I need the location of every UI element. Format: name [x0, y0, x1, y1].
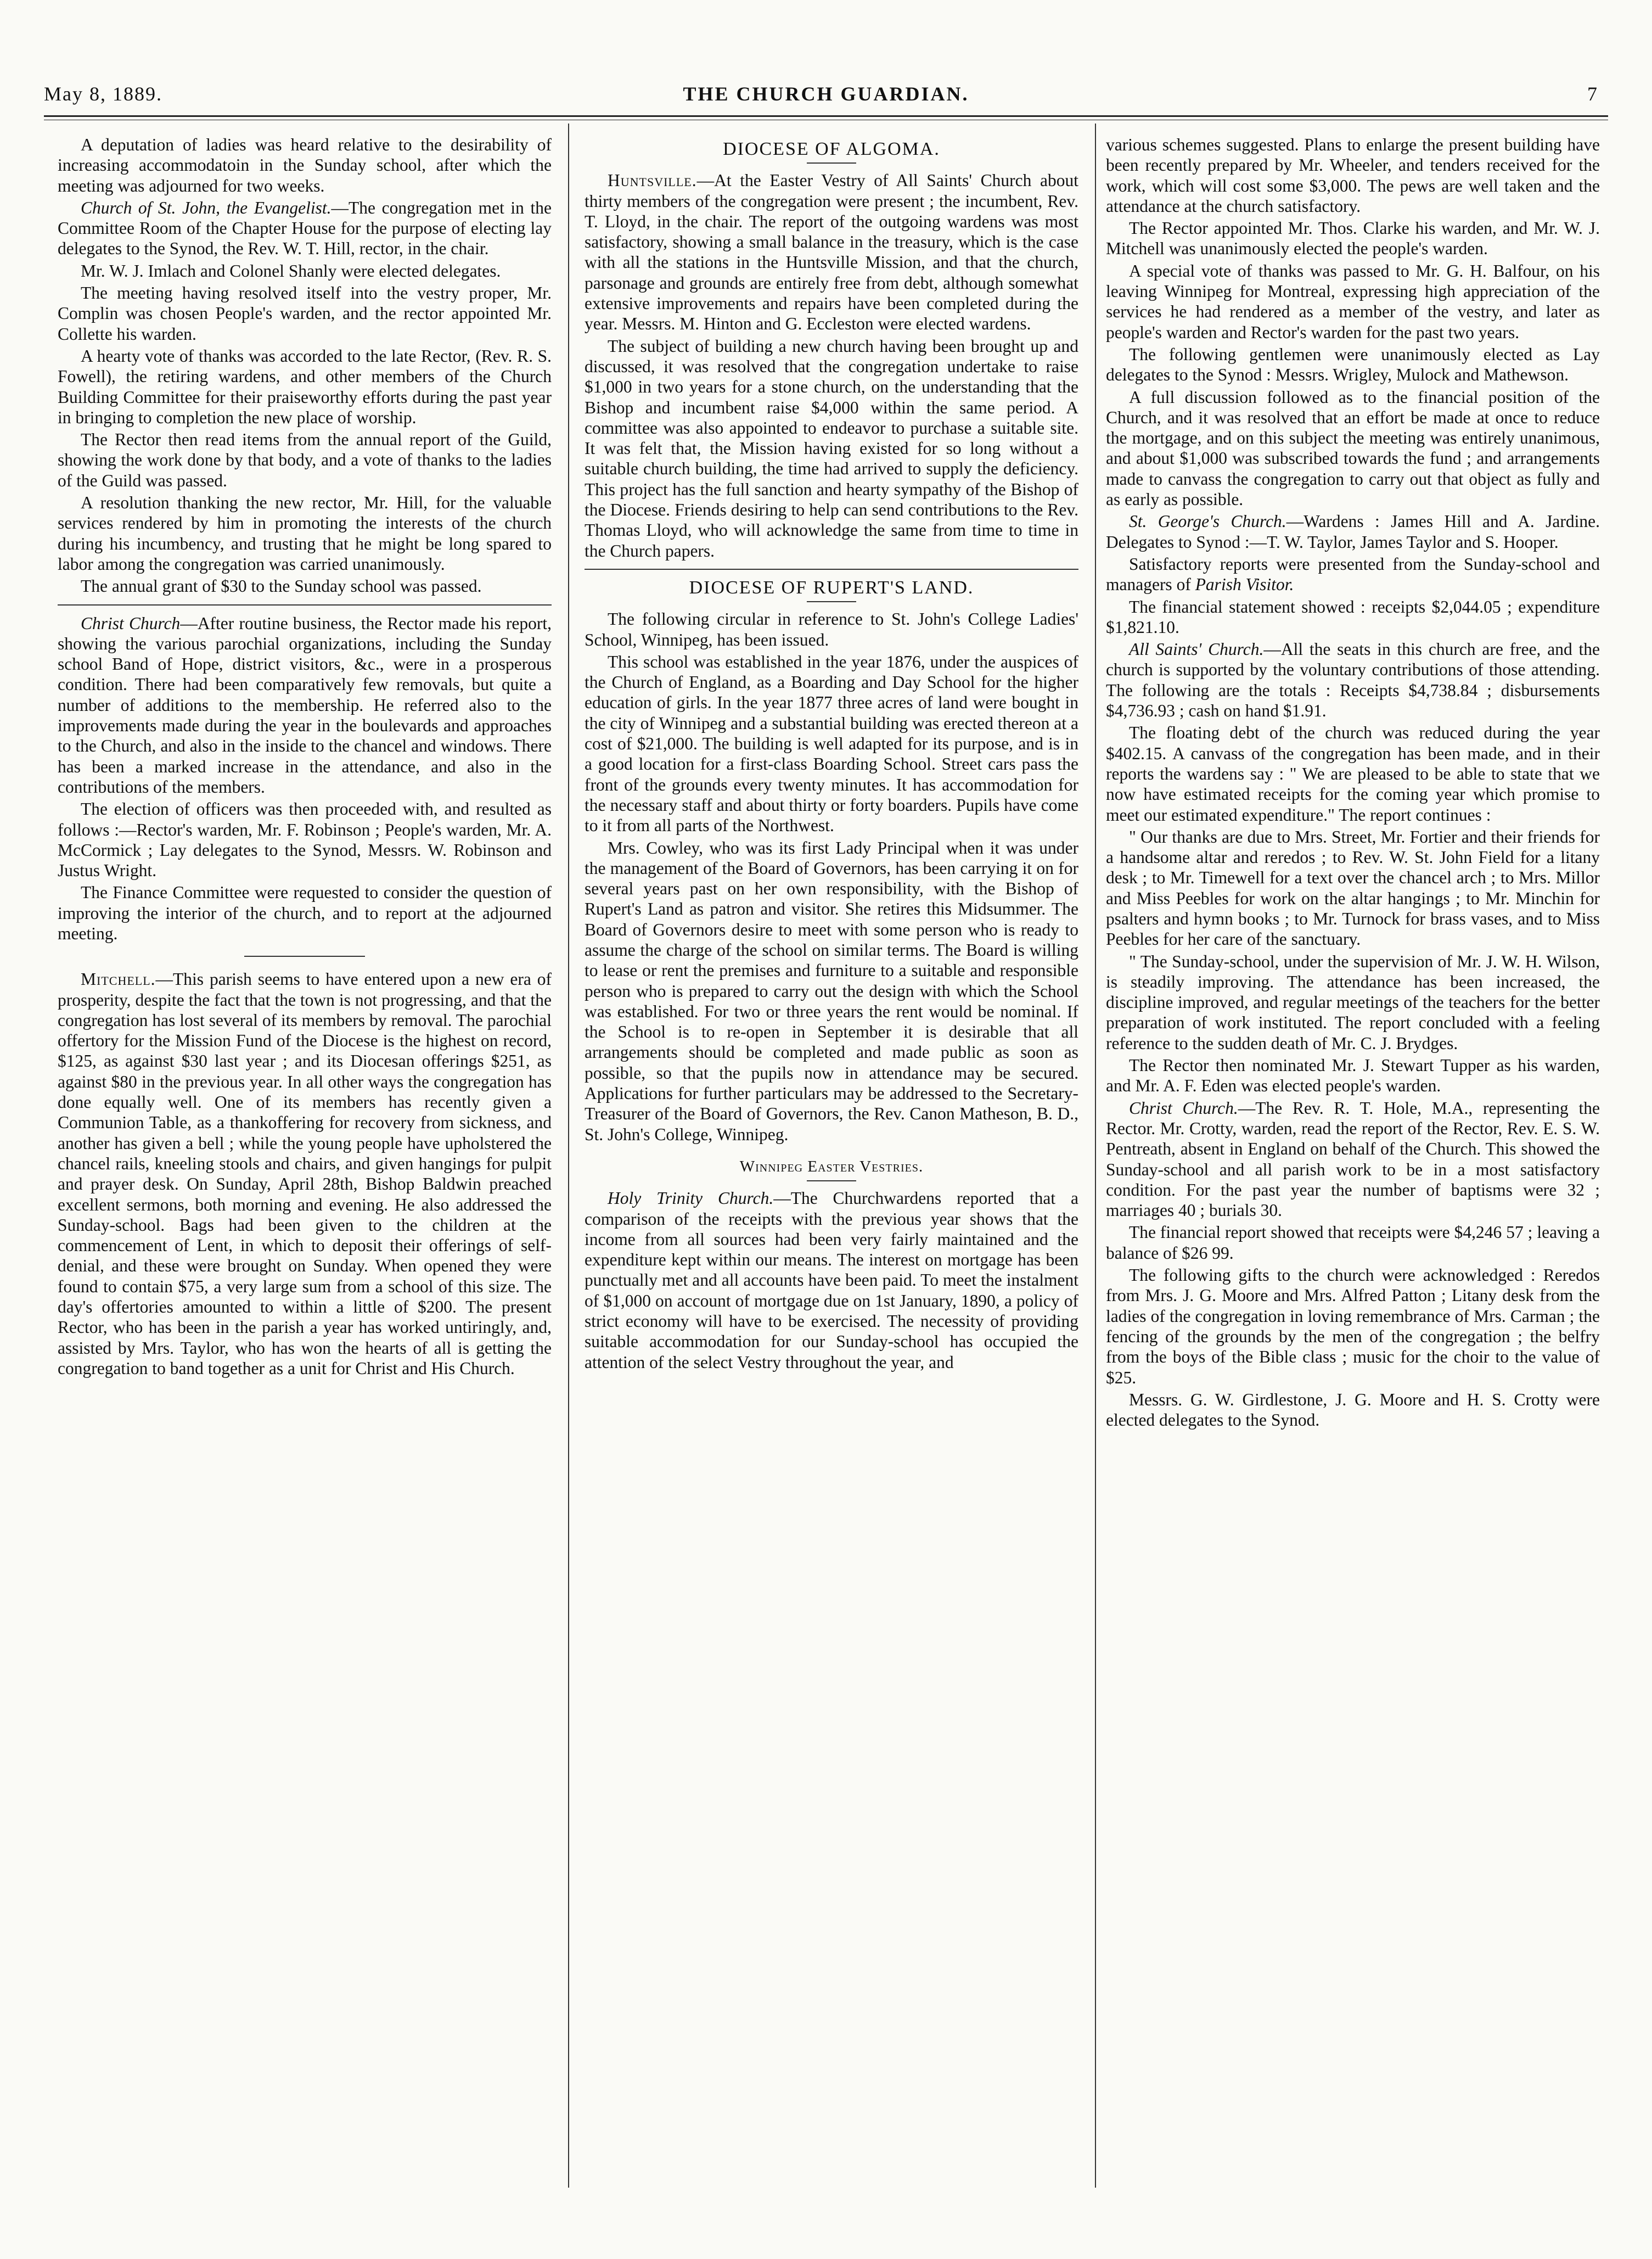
section-heading: DIOCESE OF RUPERT'S LAND. — [689, 577, 974, 598]
paragraph — [1106, 511, 1600, 552]
paragraph: This school was established in the year 1876, under the auspices of the Church of England, as a Boarding and Day School for the higher education of girls. In the year 1877 three acres of land were bought in the city of Winnipeg and a substantial building was erected thereon at a cost of $21,000. The building is well adapted for its purpose, and is in a good location for a first-class Boarding School. Street cars pass the front of the grounds every twenty minutes. It has accommodation for the necessary staff and about thirty or forty boarders. Pupils have come to it from all parts of the Northwest. — [585, 652, 1078, 836]
paragraph — [585, 1188, 1078, 1372]
paragraph — [58, 198, 552, 259]
paragraph-lead: Mitchell. — [81, 969, 156, 989]
paragraph-text: —The Churchwardens reported that a comparison of the receipts with the previous year shows that the income from all sources had been very fairly maintained and the expenditure kept within our means. The interest on mortgage has been punctually met and all accounts have been paid. To meet the instalment of $1,000 on account of mortgage due on 1st January, 1890, a policy of strict economy will have to be exercised. The necessity of providing suitable accommodation for our Sunday-school has occupied the attention of the select Vestry throughout the year, and — [585, 1189, 1078, 1372]
paragraph: The financial report showed that receipts were $4,246 57 ; leaving a balance of $26 99. — [1106, 1223, 1600, 1263]
paragraph — [58, 969, 552, 1378]
paragraph-text: —This parish seems to have entered upon a new era of prosperity, despite the fact that the town is not progressing, and that the congregation has lost several of its members by removal. The parochial offertory for the Mission Fund of the Diocese is the highest on record, $125, as against $30 last year ; and its Diocesan offerings $251, as against $80 in the previous year. In all other ways the congregation has done equally well. One of its members has recently given a Communion Table, as a thankoffering for recovery from sickness, and another has given a bell ; while the young people have upholstered the chancel rails, kneeling stools and chairs, and given hangings for pulpit and prayer desk. On Sunday, April 28th, Bishop Baldwin preached excellent sermons, both morning and evening. He also addressed the Sunday-school. Bags had been given to the children at the commencement of Lent, in which to deposit their offerings of self-denial, and these were brought on Sunday. When opened they were found to contain $75, a very large sum from a school of this size. The day's offertories amounted to within a little of $200. The present Rector, who has been in the parish a year has worked untiringly, and, assisted by Mrs. Taylor, who has won the hearts of all is getting the congregation to band together as a unit for Christ and His Church. — [58, 969, 552, 1378]
paragraph-text: —At the Easter Vestry of All Saints' Church about thirty members of the congregation were present ; the incumbent, Rev. T. Lloyd, in the chair. The report of the outgoing wardens was most satisfactory, showing a small balance in the treasury, which is the case with all the stations in the Huntsville Mission, and that the church, parsonage and grounds are entirely free from debt, although somewhat extensive improvements and repairs have been completed during the year. Messrs. M. Hinton and G. Eccleston were elected wardens. — [585, 171, 1078, 334]
paragraph-text: —The congregation met in the Committee Room of the Chapter House for the purpose of electing lay delegates to the Synod, the Rev. W. T. Hill, rector, in the chair. — [58, 198, 552, 259]
paragraph-lead: Huntsville. — [608, 171, 697, 190]
paragraph-lead: Church of St. John, the Evangelist. — [81, 198, 331, 217]
column-divider — [568, 124, 569, 2188]
paragraph: The following gentlemen were unanimously elected as Lay delegates to the Synod : Messrs. Wrigley, Mulock and Mathewson. — [1106, 344, 1600, 385]
paragraph: Mr. W. J. Imlach and Colonel Shanly were elected delegates. — [81, 261, 501, 281]
page-number: 7 — [1587, 83, 1597, 105]
paragraph-lead: All Saints' Church. — [1129, 640, 1264, 659]
paragraph-lead: Christ Church. — [1129, 1098, 1238, 1118]
masthead-title: THE CHURCH GUARDIAN. — [683, 83, 969, 105]
paragraph-text: Satisfactory reports were presented from the Sunday-school and managers of — [1106, 554, 1600, 595]
heading-rule — [807, 162, 856, 164]
paragraph: The annual grant of $30 to the Sunday school was passed. — [81, 576, 482, 596]
paragraph-lead: St. George's Church. — [1129, 512, 1286, 531]
paragraph-lead: Holy Trinity Church. — [608, 1189, 774, 1208]
paragraph-lead: Christ Church — [81, 613, 181, 633]
subsection-heading: Winnipeg Easter Vestries. — [739, 1157, 924, 1175]
column-divider — [1095, 124, 1096, 2188]
paragraph — [1106, 1098, 1600, 1221]
paragraph: Mrs. Cowley, who was its first Lady Principal when it was under the management of the Board of Governors, has been carrying it on for several years past on her own responsibility, with the Bishop of Rupert's Land as patron and visitor. She retires this Midsummer. The Board of Governors desire to meet with some person who is ready to assume the charge of the school on similar terms. The Board is willing to lease or rent the premises and furniture to a suitable and responsible person who is prepared to carry out the design with which the School was established. For two or three years the rent would be nominal. If the School is to re-open in September it is desirable that all arrangements should be completed and made public as soon as possible, so that the pupils now in attendance may be secured. Applications for further particulars may be addressed to the Secretary-Treasurer of the Board of Governors, the Rev. Canon Matheson, B. D., St. John's College, Winnipeg. — [585, 838, 1078, 1144]
issue-date: May 8, 1889. — [44, 83, 162, 105]
paragraph: A hearty vote of thanks was accorded to the late Rector, (Rev. R. S. Fowell), the retiring wardens, and other members of the Church Building Committee for their praiseworthy efforts during the past year in bringing to completion the new place of worship. — [58, 346, 552, 427]
paragraph: The election of officers was then proceeded with, and resulted as follows :—Rector's warden, Mr. F. Robinson ; People's warden, Mr. A. McCormick ; Lay delegates to the Synod, Messrs. W. Robinson and Justus Wright. — [58, 799, 552, 881]
paragraph: A resolution thanking the new rector, Mr. Hill, for the valuable services rendered by him in promoting the interests of the church during his incumbency, and trusting that he might be long spared to labor among the congregation was carried unanimously. — [58, 493, 552, 574]
column-1 — [58, 134, 552, 2199]
paragraph: The following gifts to the church were acknowledged : Reredos from Mrs. J. G. Moore and Mrs. Alfred Patton ; Litany desk from the ladies of the congregation in loving remembrance of Mrs. Carman ; the fencing of the grounds by the men of the congregation ; the belfry from the boys of the Bible class ; music for the choir to the value of $25. — [1106, 1265, 1600, 1387]
paragraph: The Rector appointed Mr. Thos. Clarke his warden, and Mr. W. J. Mitchell was unanimously elected the people's warden. — [1106, 218, 1600, 259]
paragraph: A full discussion followed as to the financial position of the Church, and it was resolved that an effort be made at once to reduce the mortgage, and on this subject the meeting was entirely unanimous, and about $1,000 was subscribed towards the fund ; and arrangements made to canvass the congregation to carry out that object as fully and as early as possible. — [1106, 387, 1600, 509]
paragraph — [1106, 554, 1600, 595]
section-rule — [58, 604, 552, 606]
paragraph: The subject of building a new church having been brought up and discussed, it was resolved that the congregation undertake to raise $1,000 in two years for a stone church, on the understanding that the Bishop and incumbent raise $4,000 within the same period. A committee was also appointed to endeavor to purchase a suitable site. It was felt that, the Mission having existed for so long without a suitable church building, the time had arrived to supply the deficiency. This project has the full sanction and hearty sympathy of the Bishop of the Diocese. Friends desiring to help can send contributions to the Rev. Thomas Lloyd, who will acknowledge the same from time to time in the Church papers. — [585, 336, 1078, 560]
paragraph-text: —After routine business, the Rector made his report, showing the various parochial organizations, including the Sunday school Band of Hope, district visitors, &c., were in a prosperous condition. There had been comparatively few removals, but quite a number of additions to the membership. He referred also to the improvements made during the year in the boulevards and approaches to the Church, and also in the inside to the chancel and windows. There has been a marked increase in the attendance, and also in the contributions of the members. — [58, 613, 552, 797]
heading-rule — [807, 601, 856, 602]
page-header — [44, 82, 1608, 115]
paragraph — [585, 170, 1078, 334]
column-2 — [585, 134, 1078, 2199]
publication-title: Parish Visitor. — [1195, 575, 1294, 595]
paragraph: The following circular in reference to St. John's College Ladies' School, Winnipeg, has been issued. — [585, 609, 1078, 649]
paragraph: A special vote of thanks was passed to Mr. G. H. Balfour, on his leaving Winnipeg for Montreal, expressing high appreciation of the services he had rendered as a member of the vestry, and later as people's warden and Rector's warden for the past two years. — [1106, 261, 1600, 342]
paragraph — [1106, 639, 1600, 721]
paragraph: The Rector then read items from the annual report of the Guild, showing the work done by that body, and a vote of thanks to the ladies of the Guild was passed. — [58, 430, 552, 490]
paragraph: The floating debt of the church was reduced during the year $402.15. A canvass of the congregation has been made, and in their reports the wardens say : " We are pleased to be able to state that we now have estimated receipts for the coming year which promise to meet our estimated expenditure." The report continues : — [1106, 723, 1600, 825]
paragraph — [58, 613, 552, 798]
paragraph-text: —The Rev. R. T. Hole, M.A., representing the Rector. Mr. Crotty, warden, read the report of the Rector, Rev. E. S. W. Pentreath, absent in England on behalf of the Church. This showed the Sunday-school and all parish work to be in a most satisfactory condition. For the past year the number of baptisms were 32 ; marriages 40 ; burials 30. — [1106, 1098, 1600, 1220]
paragraph-text: —Wardens : James Hill and A. Jardine. Delegates to Synod :—T. W. Taylor, James Taylor and S. Hooper. — [1106, 512, 1600, 552]
paragraph: various schemes suggested. Plans to enlarge the present building have been recently prepared by Mr. Wheeler, and tenders received for the work, which will cost some $3,000. The pews are well taken and the attendance at the church satisfactory. — [1106, 135, 1600, 216]
paragraph-text: —All the seats in this church are free, and the church is supported by the voluntary contributions of those attending. The following are the totals : Receipts $4,738.84 ; disbursements $4,736.93 ; cash on hand $1.91. — [1106, 640, 1600, 721]
section-heading: DIOCESE OF ALGOMA. — [723, 139, 940, 159]
heading-rule — [807, 1180, 856, 1181]
paragraph: " The Sunday-school, under the supervision of Mr. J. W. H. Wilson, is steadily improving. The attendance has been increased, the discipline improved, and regular meetings of the teachers for the better preparation of work instituted. The report concluded with a feeling reference to the sudden death of Mr. C. J. Brydges. — [1106, 951, 1600, 1053]
paragraph: The meeting having resolved itself into the vestry proper, Mr. Complin was chosen People's warden, and the rector appointed Mr. Collette his warden. — [58, 283, 552, 344]
section-rule — [585, 569, 1078, 570]
paragraph: A deputation of ladies was heard relative to the desirability of increasing accommodatoin in the Sunday school, after which the meeting was adjourned for two weeks. — [58, 135, 552, 195]
paragraph: The Rector then nominated Mr. J. Stewart Tupper as his warden, and Mr. A. F. Eden was elected people's warden. — [1106, 1056, 1600, 1096]
section-rule — [244, 956, 365, 957]
paragraph: " Our thanks are due to Mrs. Street, Mr. Fortier and their friends for a handsome altar and reredos ; to Rev. W. St. John Field for a litany desk ; to Mr. Timewell for a text over the chancel arch ; to Mrs. Millor and Miss Peebles for work on the altar hangings ; to Mr. Minchin for psalters and hymn books ; to Mr. Turnock for brass vases, and to Miss Peebles for her care of the sanctuary. — [1106, 827, 1600, 949]
paragraph: The Finance Committee were requested to consider the question of improving the interior of the church, and to report at the adjourned meeting. — [58, 883, 552, 943]
column-3 — [1106, 134, 1600, 2199]
paragraph: The financial statement showed : receipts $2,044.05 ; expenditure $1,821.10. — [1106, 597, 1600, 637]
paragraph: Messrs. G. W. Girdlestone, J. G. Moore and H. S. Crotty were elected delegates to the Synod. — [1106, 1389, 1600, 1430]
header-rule — [44, 115, 1608, 117]
